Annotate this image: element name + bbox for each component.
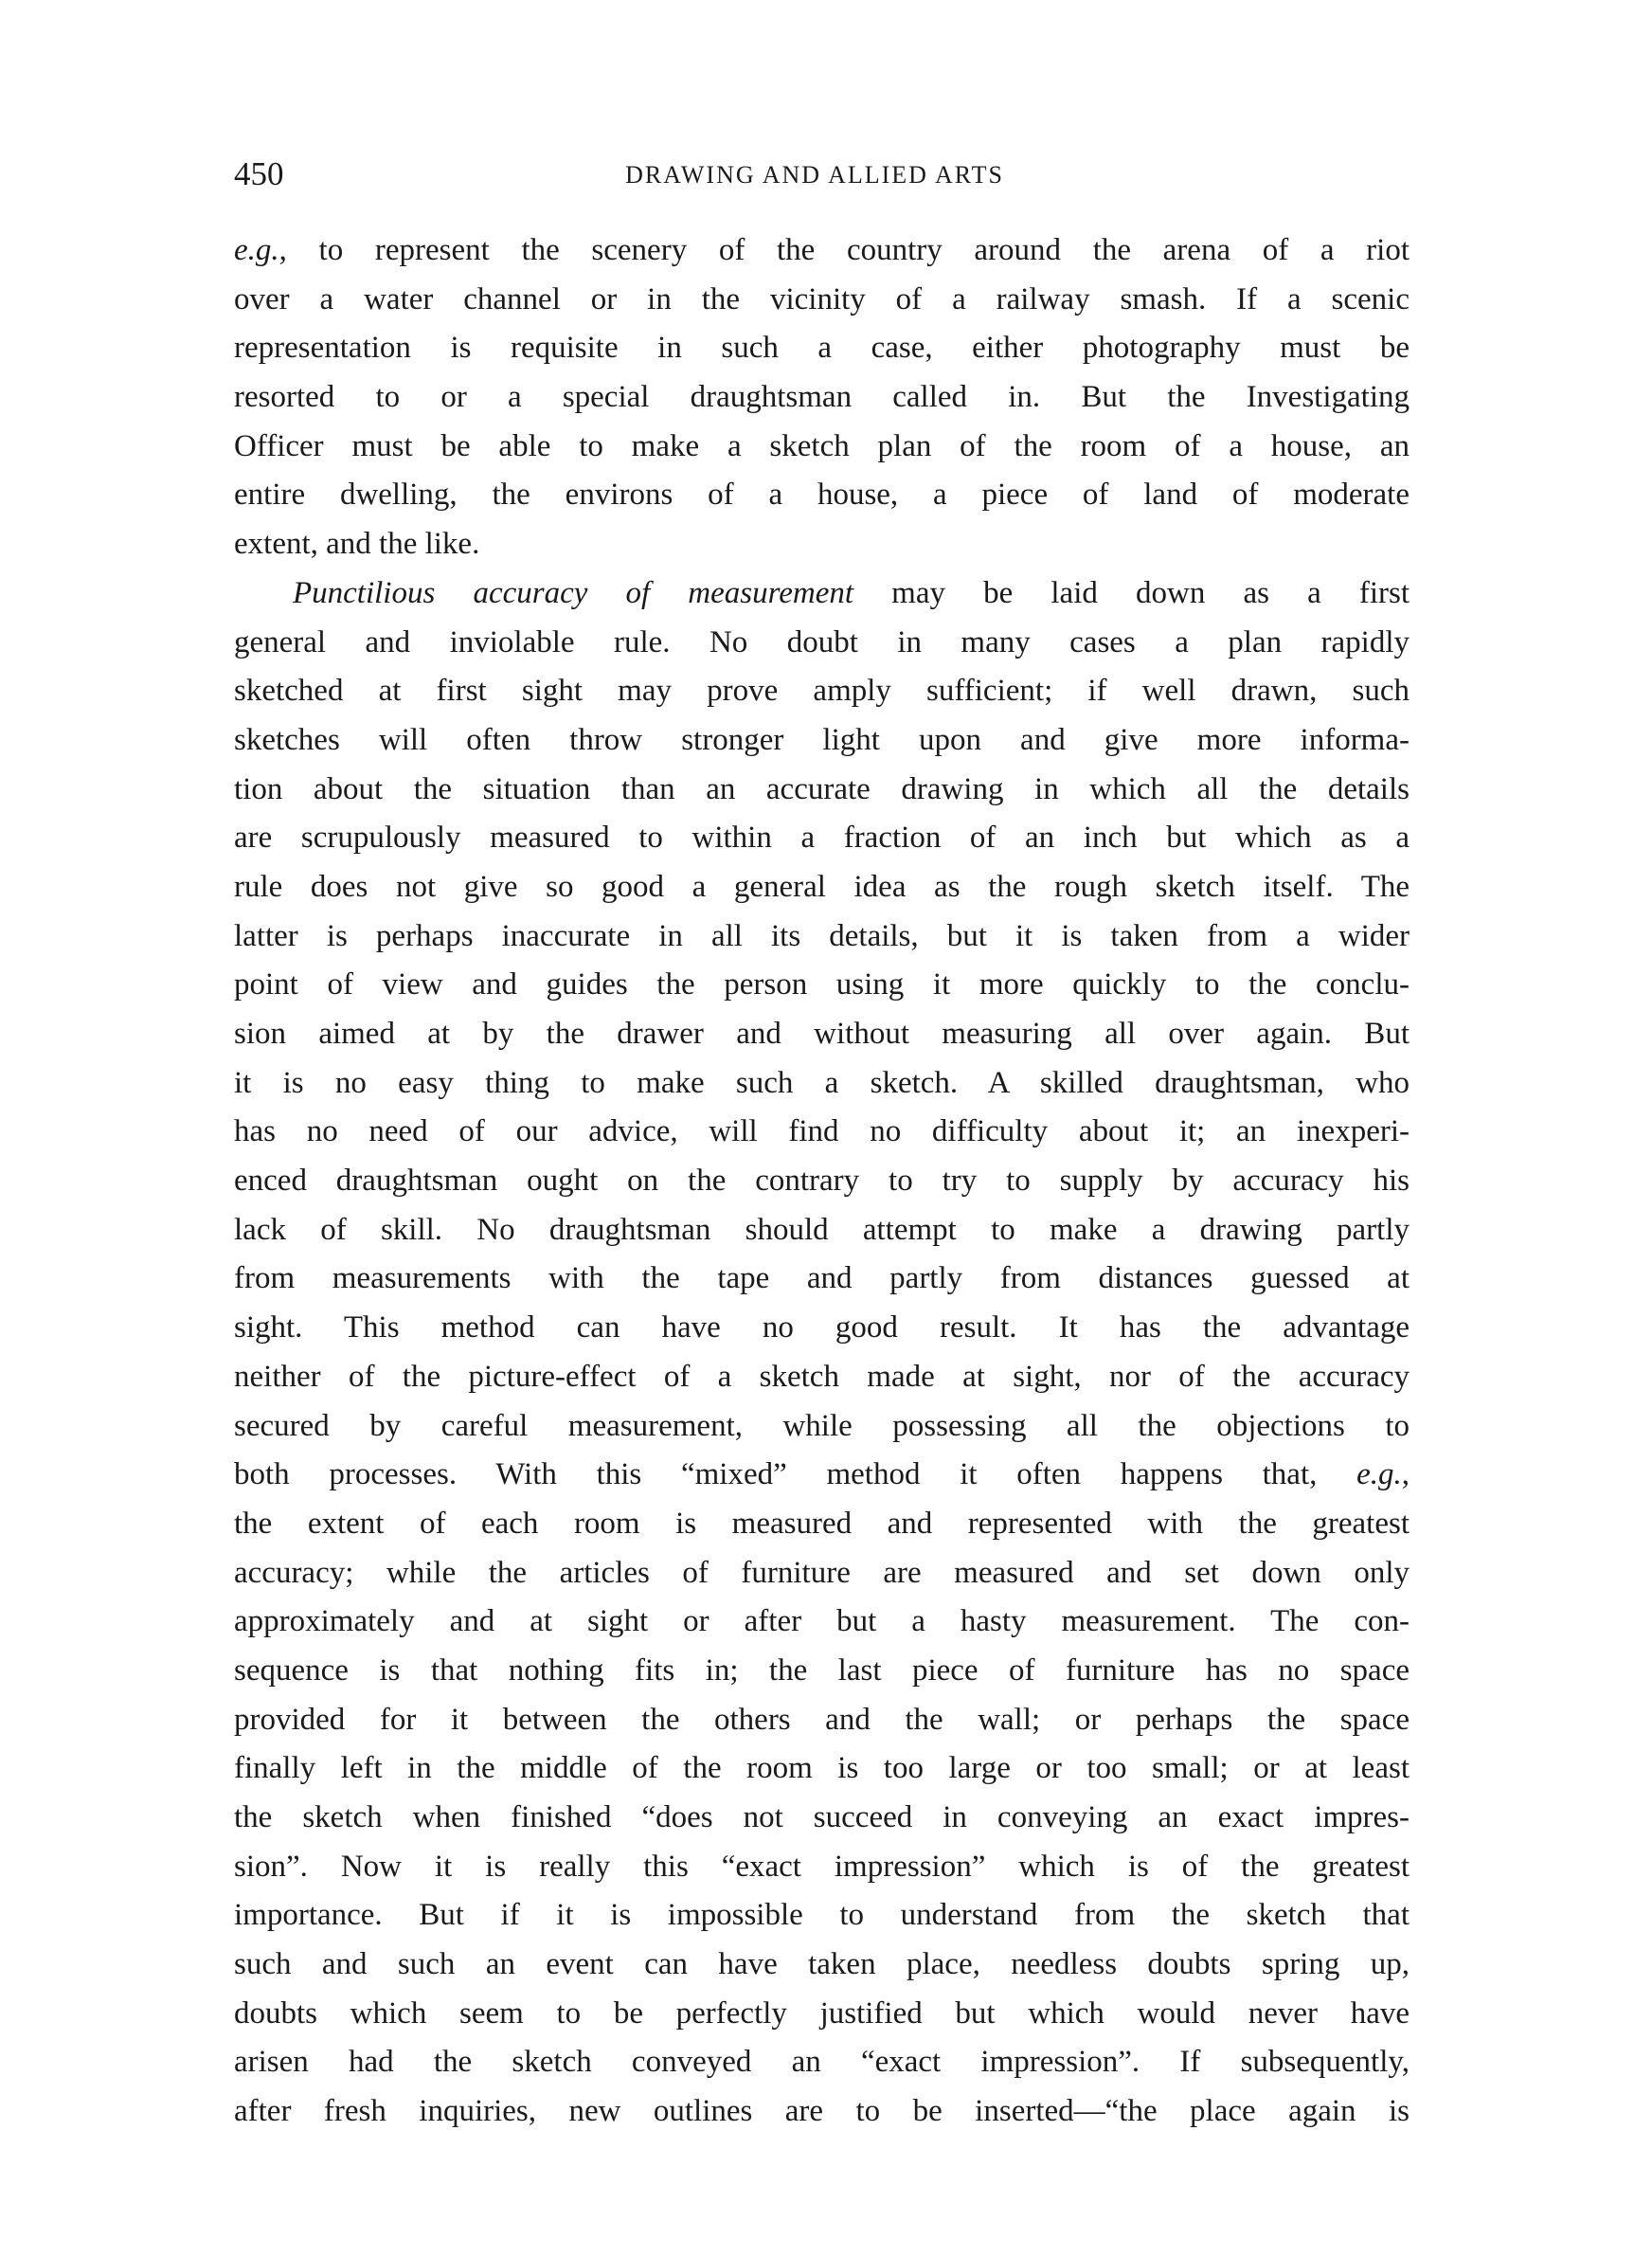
text-segment: may be laid down as a first: [853, 575, 1410, 610]
text-line: [234, 1108, 1410, 1157]
text-segment: the extent of each room is measured and represented with the greatest: [234, 1506, 1410, 1541]
page-number: 450: [234, 155, 284, 192]
text-line: [234, 1549, 1410, 1598]
text-line: [234, 716, 1410, 766]
text-segment: it is no easy thing to make such a sketch. A skilled draughtsman, who: [234, 1065, 1410, 1100]
text-line: [234, 1059, 1410, 1109]
text-segment: accuracy; while the articles of furniture are measured and set down only: [234, 1555, 1410, 1590]
text-segment: latter is perhaps inaccurate in all its details, but it is taken from a wider: [234, 918, 1410, 953]
text-line: [234, 2087, 1410, 2137]
text-line: [234, 1794, 1410, 1843]
text-line: [234, 863, 1410, 912]
text-line: [234, 667, 1410, 716]
text-line: [234, 1010, 1410, 1059]
text-line: [234, 1941, 1410, 1990]
text-segment: general and inviolable rule. No doubt in many cases a plan rapidly: [234, 624, 1410, 659]
paragraph: [234, 569, 1410, 2137]
paragraph: [234, 226, 1410, 569]
text-line: [234, 1843, 1410, 1892]
text-segment: sequence is that nothing fits in; the last piece of furniture has no space: [234, 1652, 1410, 1688]
text-segment: enced draughtsman ought on the contrary to try to supply by accuracy his: [234, 1164, 1410, 1199]
text-line: [234, 814, 1410, 863]
text-line: [234, 766, 1410, 815]
text-segment: representation is requisite in such a case, either photography must be: [234, 331, 1410, 366]
text-line: [234, 961, 1410, 1010]
italic-text: Punctilious accuracy of measurement: [293, 575, 854, 610]
text-line: [234, 569, 1410, 619]
text-segment: finally left in the middle of the room is too large or too small; or at least: [234, 1751, 1410, 1786]
text-segment: resorted to or a special draughtsman called in. But the Investigating: [234, 380, 1410, 415]
text-line: [234, 1598, 1410, 1647]
text-segment: neither of the picture-effect of a sketch made at sight, nor of the accuracy: [234, 1359, 1410, 1394]
running-title: DRAWING AND ALLIED ARTS: [625, 161, 1004, 189]
italic-text: e.g.: [234, 233, 279, 267]
text-segment: importance. But if it is impossible to understand from the sketch that: [234, 1898, 1410, 1933]
text-line: [234, 423, 1410, 472]
text-line: [234, 1304, 1410, 1353]
text-line: [234, 471, 1410, 520]
text-segment: secured by careful measurement, while possessing all the objections to: [234, 1408, 1410, 1443]
text-line: [234, 1451, 1410, 1500]
text-segment: Officer must be able to make a sketch plan of the room of a house, an: [234, 428, 1410, 463]
text-segment: point of view and guides the person using it more quickly to the conclu-: [234, 967, 1410, 1002]
text-line: [234, 1157, 1410, 1206]
italic-text: e.g.: [1356, 1457, 1402, 1492]
text-segment: are scrupulously measured to within a fraction of an inch but which as a: [234, 821, 1410, 856]
text-segment: the sketch when finished “does not succeed in conveying an exact impres-: [234, 1800, 1410, 1834]
text-segment: over a water channel or in the vicinity of a railway smash. If a scenic: [234, 281, 1410, 316]
text-line: [234, 1647, 1410, 1696]
text-segment: , to represent the scenery of the country around the arena of a riot: [278, 233, 1410, 267]
text-line: [234, 373, 1410, 423]
text-segment: both processes. With this “mixed” method it often happens that,: [234, 1457, 1357, 1492]
text-line: [234, 1255, 1410, 1304]
text-line: [234, 520, 1410, 569]
text-segment: sight. This method can have no good result. It has the advantage: [234, 1310, 1410, 1345]
text-line: [234, 226, 1410, 276]
text-line: [234, 1402, 1410, 1452]
text-line: [234, 1990, 1410, 2039]
body-text: [234, 226, 1410, 2137]
text-segment: approximately and at sight or after but a hasty measurement. The con-: [234, 1604, 1410, 1639]
text-segment: sketched at first sight may prove amply sufficient; if well drawn, such: [234, 674, 1410, 709]
text-line: [234, 276, 1410, 325]
text-line: [234, 1744, 1410, 1794]
text-line: [234, 912, 1410, 962]
text-segment: extent, and the like.: [234, 527, 480, 562]
text-line: [234, 1891, 1410, 1941]
text-segment: from measurements with the tape and partly from distances guessed at: [234, 1261, 1410, 1296]
text-segment: rule does not give so good a general idea as the rough sketch itself. The: [234, 869, 1410, 904]
text-segment: sion aimed at by the drawer and without measuring all over again. But: [234, 1017, 1410, 1051]
text-segment: such and such an event can have taken place, needless doubts spring up,: [234, 1947, 1410, 1982]
text-line: [234, 1500, 1410, 1549]
text-segment: lack of skill. No draughtsman should attempt to make a drawing partly: [234, 1212, 1410, 1247]
text-segment: doubts which seem to be perfectly justified but which would never have: [234, 1995, 1410, 2031]
text-segment: sion”. Now it is really this “exact impression” which is of the greatest: [234, 1849, 1410, 1884]
text-segment: provided for it between the others and the wall; or perhaps the space: [234, 1702, 1410, 1737]
text-segment: entire dwelling, the environs of a house, a piece of land of moderate: [234, 478, 1410, 513]
text-segment: tion about the situation than an accurate drawing in which all the details: [234, 771, 1410, 806]
text-line: [234, 1206, 1410, 1255]
text-segment: after fresh inquiries, new outlines are to be inserted—“the place again is: [234, 2094, 1410, 2129]
text-segment: ,: [1401, 1457, 1410, 1492]
text-line: [234, 619, 1410, 668]
text-line: [234, 1353, 1410, 1402]
text-line: [234, 1696, 1410, 1745]
text-line: [234, 324, 1410, 373]
text-line: [234, 2038, 1410, 2087]
text-segment: arisen had the sketch conveyed an “exact impression”. If subsequently,: [234, 2045, 1410, 2080]
text-segment: has no need of our advice, will find no difficulty about it; an inexperi-: [234, 1114, 1410, 1149]
text-segment: sketches will often throw stronger light upon and give more informa-: [234, 722, 1410, 757]
